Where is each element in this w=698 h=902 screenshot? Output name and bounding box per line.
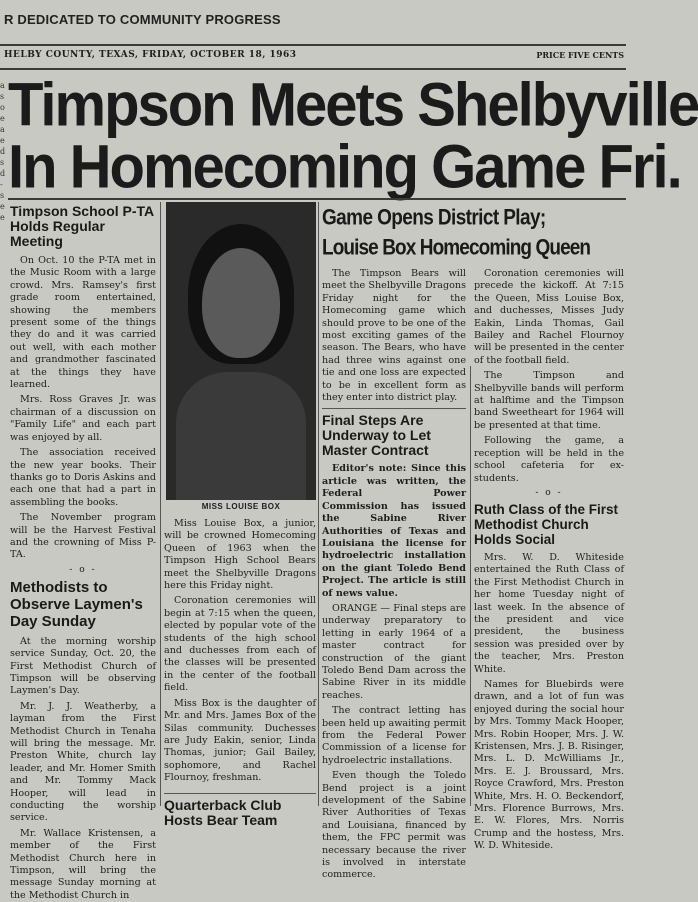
queen-photo	[166, 202, 316, 500]
main-headline-line-1: Timpson Meets Shelbyville	[8, 70, 698, 140]
margin-letter: s	[0, 158, 5, 167]
margin-letter: s	[0, 92, 5, 101]
ruth-class-headline: Ruth Class of the First Methodist Church Holds Social	[474, 501, 619, 547]
game-headline-line-2: Louise Box Homecoming Queen	[322, 236, 591, 261]
methodists-paragraph: At the morning worship service Sunday, Oct. 20, the First Methodist Church of Timpson will be observing Laymen's Day.	[10, 635, 156, 697]
final-steps-paragraph: The contract letting has been held up awaiting permit from the Federal Power Commission of a license for hydroelectric installations.	[322, 705, 466, 766]
column-divider	[160, 202, 161, 806]
coronation-paragraph: Following the game, a reception will be held in the school cafeteria for ex-students.	[474, 435, 624, 484]
column-divider	[470, 366, 471, 806]
price-label: PRICE FIVE CENTS	[536, 50, 624, 60]
louise-paragraph: Miss Box is the daughter of Mr. and Mrs. James Box of the Silas community. Duchesses are Judy Eakin, senior, Linda Thomas, junior; Gail Bailey, sophomore, and Rachel Flournoy, freshman.	[164, 697, 316, 784]
masthead	[0, 6, 626, 34]
margin-letter: d	[0, 147, 6, 156]
left-margin-fragment	[0, 80, 6, 800]
headline-rule	[8, 198, 626, 200]
methodists-headline: Methodists to Observe Laymen's Day Sunday	[10, 578, 143, 630]
margin-letter: d	[0, 169, 6, 178]
margin-letter: a	[0, 81, 5, 90]
final-steps-paragraph: Even though the Toledo Bend project is a joint development of the Sabine River Authorities of Texas and Louisiana, financed by them, the FPC permit was necessary because the river is involved in interstate commerce.	[322, 770, 466, 881]
photo-caption: MISS LOUISE BOX	[201, 502, 281, 511]
pta-paragraph: Mrs. Ross Graves Jr. was chairman of a discussion on "Family Life" and each part was enjoyed by all.	[10, 394, 156, 443]
pta-paragraph: The association received the new year books. Their thanks go to Doris Askins and each one that had a part in assembling the books.	[10, 447, 156, 508]
margin-letter: s	[0, 191, 5, 200]
column-middle	[164, 518, 316, 828]
final-steps-headline: Final Steps Are Underway to Let Master Contract	[322, 412, 431, 459]
game-headline-line-1: Game Opens District Play;	[322, 206, 546, 231]
ruth-class-paragraph: Names for Bluebirds were drawn, and a lot of fun was enjoyed during the social hour by Mrs. Tommy Mack Hooper, Mrs. Robin Hooper, Mrs. J. W. Kristensen, Mrs. J. B. Risinger, Mrs. L. D. McWilliams Jr., Mrs. E. J. Broussard, Mrs. Royce Crawford, Mrs. Preston White, Mrs. H. O. Beckendorf, Mrs. Florence Burrows, Mrs. E. W. Flores, Mrs. Norris Crump and the hostess, Mrs. W. D. Whiteside.	[474, 678, 624, 852]
margin-letter: e	[0, 114, 5, 123]
coronation-paragraph: The Timpson and Shelbyville bands will perform at halftime and the Timpson band Sweetheart for 1964 will be presented at that time.	[474, 370, 624, 431]
pta-headline: Timpson School P-TA Holds Regular Meeting	[10, 203, 154, 249]
section-rule	[322, 408, 466, 409]
louise-paragraph: Coronation ceremonies will begin at 7:15 when the queen, elected by popular vote of the students of the high school and duchesses from each of the classes will be presented in the center of the football field.	[164, 595, 316, 694]
game-paragraph: The Timpson Bears will meet the Shelbyville Dragons Friday night for the Homecoming game which should prove to be one of the most exciting games of the season. The Bears, who have had three wins against one tie and one loss are expected to be in excellent form as they enter into district play.	[322, 268, 466, 404]
louise-paragraph: Miss Louise Box, a junior, will be crowned Homecoming Queen of 1963 when the Timpson High School Bears meet the Shelbyville Dragons here this Friday night.	[164, 518, 316, 592]
game-headline	[322, 204, 626, 264]
masthead-motto: R DEDICATED TO COMMUNITY PROGRESS	[4, 12, 281, 27]
methodists-paragraph: Mr. J. J. Weatherby, a layman from the First Methodist Church in Tenaha will bring the message. Mr. Preston White, church lay leader, and Mr. Homer Smith and Mr. Tommy Mack Hooper, will lead in conducting the worship service.	[10, 700, 156, 824]
column-left	[10, 203, 156, 901]
margin-letter: -	[0, 180, 3, 189]
margin-letter: o	[0, 103, 5, 112]
dateline-bar	[0, 44, 626, 70]
final-steps-paragraph: ORANGE — Final steps are underway preparatory to letting in early 1964 of a master contract for construction of the giant Toledo Bend Dam across the Sabine River in its middle reaches.	[322, 602, 466, 701]
methodists-paragraph: Mr. Wallace Kristensen, a member of the First Methodist Church here in Timpson, will bring the message Sunday morning at the Methodist Church in	[10, 827, 156, 901]
ruth-class-paragraph: Mrs. W. D. Whiteside entertained the Ruth Class of the First Methodist Church in her home Tuesday night of last week. In the absence of the president and vice president, the business session was presided over by the teacher, Mrs. Preston White.	[474, 551, 624, 675]
pta-paragraph: The November program will be the Harvest Festival and the crowning of Miss P-TA.	[10, 512, 156, 561]
margin-letter: a	[0, 125, 5, 134]
pta-paragraph: On Oct. 10 the P-TA met in the Music Room with a large crowd. Mrs. Ramsey's first grade room entertained, showing the members present some of the things they do and it was carried out well, with each mother and grandmother fascinated at the things they have learned.	[10, 255, 156, 391]
divider: - o -	[69, 564, 97, 575]
main-headline-line-2: In Homecoming Game Fri.	[8, 132, 681, 202]
coronation-paragraph: Coronation ceremonies will precede the kickoff. At 7:15 the Queen, Miss Louise Box, and duchesses, Misses Judy Eakin, Linda Thomas, Gail Bailey and Rachel Flournoy will be presented in the center of the football field.	[474, 268, 624, 366]
margin-letter: e	[0, 136, 5, 145]
column-right-b	[474, 268, 624, 852]
quarterback-headline: Quarterback Club Hosts Bear Team	[164, 793, 316, 828]
margin-letter: e	[0, 202, 5, 211]
photo-body	[176, 372, 306, 500]
margin-letter: e	[0, 213, 5, 222]
editor-note: Editor's note: Since this article was written, the Federal Power Commission has issued the Sabine River Authorities of Texas and Louisiana the license for hydroelectric installation on the giant Toledo Bend Project. The article is still of news value.	[322, 463, 466, 599]
dateline: HELBY COUNTY, TEXAS, FRIDAY, OCTOBER 18, 1963	[4, 50, 297, 60]
column-divider	[318, 202, 319, 806]
divider: - o -	[535, 487, 563, 498]
column-right-a	[322, 268, 466, 881]
photo-face	[202, 248, 280, 358]
